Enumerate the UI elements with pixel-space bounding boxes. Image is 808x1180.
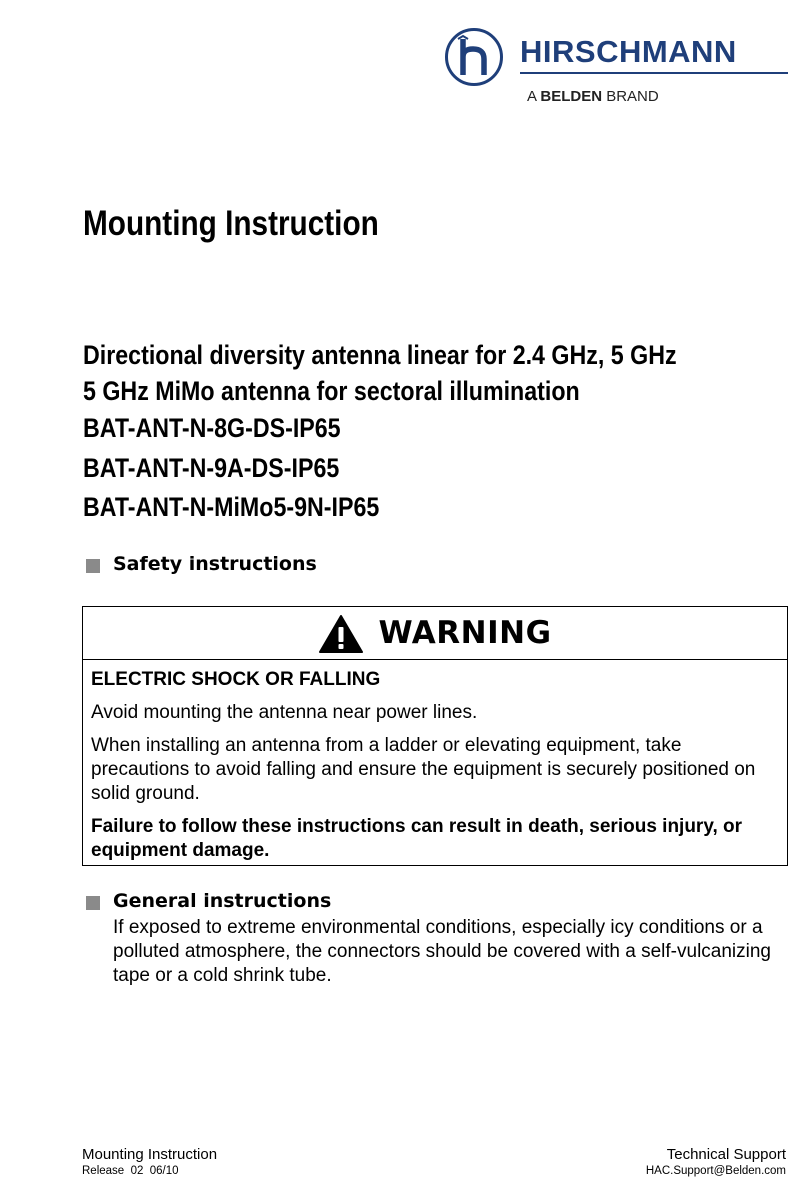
brand-divider (520, 72, 788, 74)
subtitle-line: 5 GHz MiMo antenna for sectoral illumination (83, 376, 580, 406)
general-instructions-text: If exposed to extreme environmental conditions, especially icy conditions or a polluted atmosphere, the connectors should be covered with a self-vulcanizing tape or a cold shrink tube. (113, 917, 771, 986)
warning-box (82, 606, 788, 866)
warning-paragraph: Avoid mounting the antenna near power lines. (91, 702, 478, 723)
warning-title: WARNING (378, 615, 552, 651)
footer-support-title: Technical Support (666, 1146, 786, 1163)
page-title: Mounting Instruction (83, 204, 379, 243)
footer-support-email: HAC.Support@Belden.com (645, 1165, 786, 1177)
product-code: BAT-ANT-N-MiMo5-9N-IP65 (83, 492, 380, 522)
section-heading-general: General instructions (113, 890, 332, 912)
section-bullet-icon (86, 559, 100, 573)
product-code: BAT-ANT-N-9A-DS-IP65 (83, 453, 340, 483)
footer-release: Release 02 06/10 (82, 1165, 179, 1177)
warning-header (83, 607, 787, 660)
warning-paragraph: When installing an antenna from a ladder or elevating equipment, take precautions to avoid falling and ensure the equipment is securely positioned on solid ground. (91, 735, 756, 804)
warning-consequence: Failure to follow these instructions can result in death, serious injury, or equipment damage. (91, 816, 743, 861)
warning-body (83, 660, 787, 863)
brand-tagline: A BELDEN BRAND (527, 88, 659, 105)
product-code: BAT-ANT-N-8G-DS-IP65 (83, 413, 341, 443)
subtitle-line: Directional diversity antenna linear for 2.4 GHz, 5 GHz (83, 340, 677, 370)
warning-triangle-icon (318, 614, 364, 654)
section-bullet-icon (86, 896, 100, 910)
brand-name: HIRSCHMANN (520, 34, 737, 69)
footer-doc-title: Mounting Instruction (82, 1146, 218, 1163)
hirschmann-logo-icon (444, 27, 504, 87)
warning-hazard: ELECTRIC SHOCK OR FALLING (91, 669, 381, 690)
section-heading-safety: Safety instructions (113, 553, 317, 575)
